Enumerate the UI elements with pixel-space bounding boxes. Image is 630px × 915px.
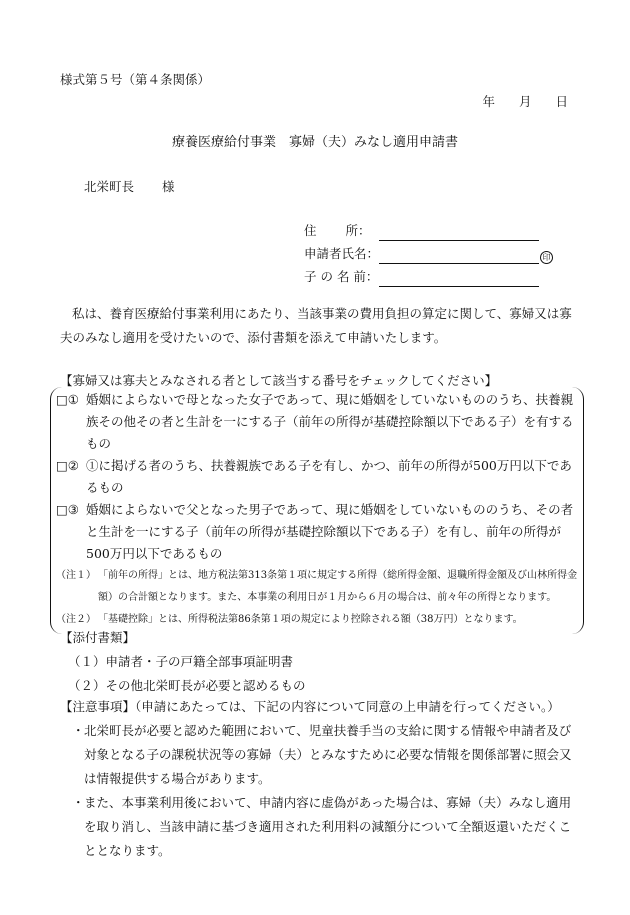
option-3-text: 婚姻によらないで父となった男子であって、現に婚姻をしていないもののうち、その者と生計を一にする子（前年の所得が基礎控除額以下である子）を有し、前年の所得が500万円以下であるもの — [86, 502, 574, 561]
option-1-checkbox[interactable]: □① — [56, 392, 80, 407]
attachments-heading: 【添付書類】 — [60, 630, 136, 645]
applicant-fields — [304, 218, 553, 287]
date-day: 日 — [555, 94, 568, 109]
applicant-name-field[interactable] — [379, 247, 539, 264]
address-label: 住 所： — [304, 223, 371, 238]
note-2-text: 「基礎控除」とは、所得税法第86条第１項の規定により控除される額（38万円）となります。 — [98, 614, 523, 625]
applicant-name-label: 申請者氏名： — [304, 246, 380, 261]
attachment-item: （１）申請者・子の戸籍全部事項証明書 — [68, 654, 294, 669]
note-1-label: （注１） — [56, 570, 96, 581]
checklist-heading: 【寡婦又は寡夫とみなされる者として該当する番号をチェックしてください】 — [60, 373, 498, 388]
date-month: 月 — [518, 94, 532, 109]
checklist-options — [56, 389, 580, 631]
caution-section — [60, 695, 582, 863]
document-title: 療養医療給付事業 寡婦（夫）みなし適用申請書 — [171, 135, 458, 150]
note-1-text: 「前年の所得」とは、地方税法第313条第１項に規定する所得（総所得金額、退職所得金額及び山林所得金額）の合計額となります。また、本事業の利用日が１月から６月の場合は、前々年の所得となります。 — [98, 570, 578, 603]
addressee — [84, 177, 175, 197]
caution-bullet-text: 北栄町長が必要と認めた範囲において、児童扶養手当の支給に関する情報や申請者及び対象となる子の課税状況等の寡婦（夫）とみなすために必要な情報を関係部署に照会又は情報提供する場合があります。 — [84, 723, 572, 786]
seal-mark-icon: 印 — [540, 251, 553, 264]
bullet-dot-icon: ・ — [72, 795, 85, 810]
attachments-section — [60, 626, 306, 698]
option-1[interactable] — [56, 389, 580, 455]
option-2-checkbox[interactable]: □② — [56, 458, 80, 473]
date-year: 年 — [482, 94, 495, 109]
option-2-text: ①に掲げる者のうち、扶養親族である子を有し、かつ、前年の所得が500万円以下であるもの — [86, 458, 572, 495]
addressee-name: 北栄町長 — [84, 179, 135, 194]
intro-paragraph: 私は、養育医療給付事業利用にあたり、当該事業の費用負担の算定に関して、寡婦又は寡夫のみなし適用を受けたいので、添付書類を添えて申請いたします。 — [60, 306, 572, 345]
child-name-label: 子 の 名 前： — [304, 269, 379, 284]
form-number: 様式第５号（第４条関係） — [60, 72, 211, 87]
date-line — [482, 92, 568, 112]
note-1 — [56, 565, 580, 609]
child-name-field[interactable] — [379, 270, 539, 287]
address-row — [304, 218, 553, 241]
address-field[interactable] — [379, 224, 539, 241]
attachment-item: （２）その他北栄町長が必要と認めるもの — [68, 678, 306, 693]
bullet-dot-icon: ・ — [72, 723, 85, 738]
option-1-text: 婚姻によらないで母となった女子であって、現に婚姻をしていないもののうち、扶養親族その他その者と生計を一にする子（前年の所得が基礎控除額以下である子）を有するもの — [86, 392, 574, 451]
option-3-checkbox[interactable]: □③ — [56, 502, 80, 517]
caution-heading: 【注意事項】（申請にあたっては、下記の内容について同意の上申請を行ってください。） — [60, 699, 560, 714]
note-2-label: （注２） — [56, 614, 96, 625]
caution-bullet — [60, 791, 582, 863]
option-2[interactable] — [56, 455, 580, 499]
caution-bullet — [60, 719, 582, 791]
caution-bullet-text: また、本事業利用後において、申請内容に虚偽があった場合は、寡婦（夫）みなし適用を取り消し、当該申請に基づき適用された利用料の減額分について全額返還いただくこととなります。 — [84, 795, 572, 858]
addressee-suffix: 様 — [162, 179, 175, 194]
child-name-row — [304, 264, 553, 287]
option-3[interactable] — [56, 499, 580, 565]
applicant-name-row — [304, 241, 553, 264]
